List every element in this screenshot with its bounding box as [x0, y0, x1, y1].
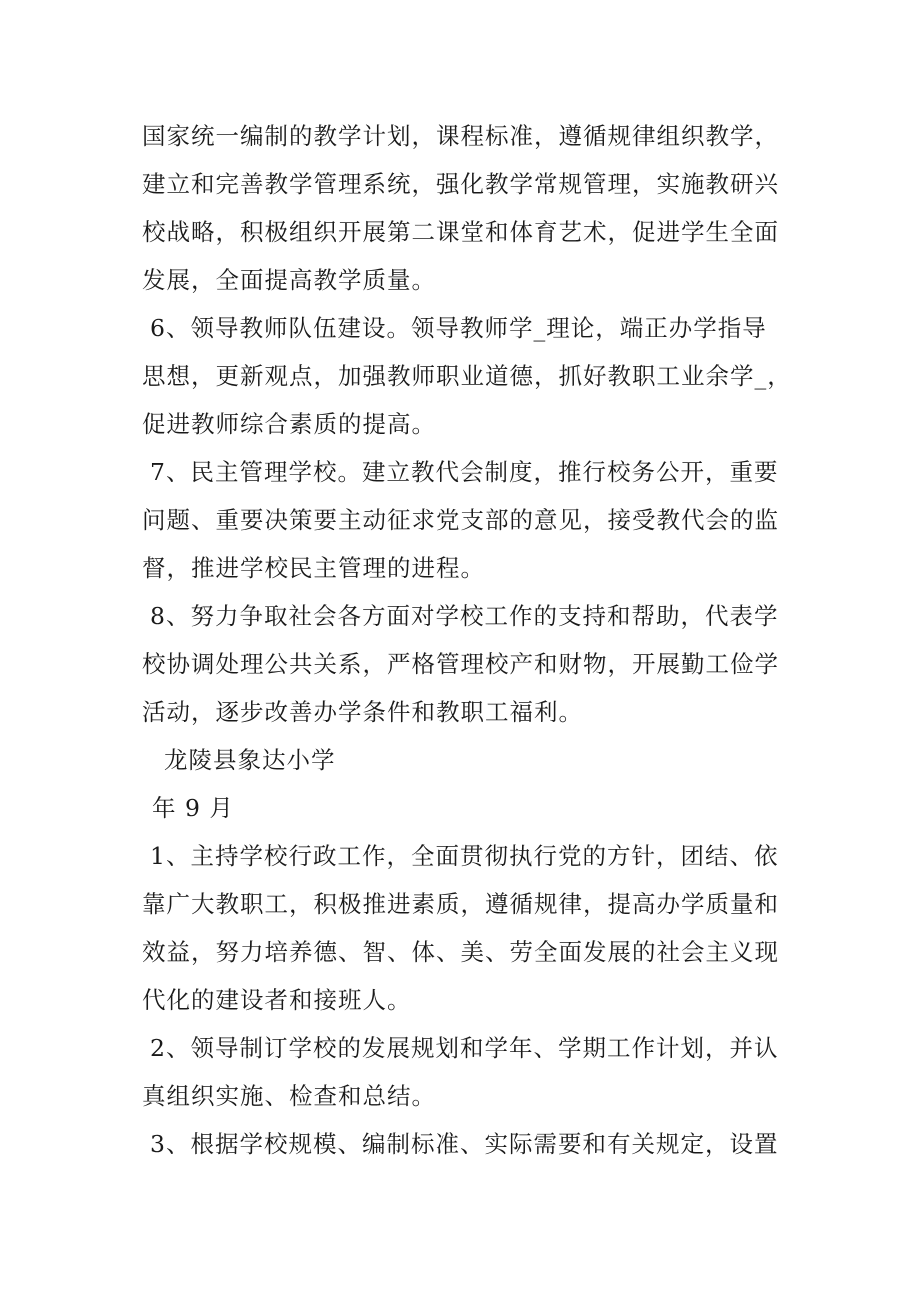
text-line: 促进教师综合素质的提高。 — [142, 410, 436, 438]
text-line: 建立和完善教学管理系统，强化教学常规管理，实施教研兴 — [142, 170, 779, 198]
item-2-line: 2、领导制订学校的发展规划和学年、学期工作计划，并认 — [150, 1034, 779, 1062]
text-line: 督，推进学校民主管理的进程。 — [142, 554, 485, 582]
school-signature: 龙陵县象达小学 — [164, 746, 336, 774]
text-line: 思想，更新观点，加强教师职业道德，抓好教职工业余学_， — [142, 362, 792, 390]
text-line: 活动，逐步改善办学条件和教职工福利。 — [142, 698, 583, 726]
document-date: 年 9 月 — [152, 794, 234, 822]
item-7-line: 7、民主管理学校。建立教代会制度，推行校务公开，重要 — [150, 458, 779, 486]
text-line: 靠广大教职工，积极推进素质，遵循规律，提高办学质量和 — [142, 890, 779, 918]
text-line: 真组织实施、检查和总结。 — [142, 1082, 436, 1110]
text-line: 国家统一编制的教学计划，课程标准，遵循规律组织教学， — [142, 122, 779, 150]
text-line: 校战略，积极组织开展第二课堂和体育艺术，促进学生全面 — [142, 218, 779, 246]
item-6-line: 6、领导教师队伍建设。领导教师学_理论，端正办学指导 — [150, 314, 767, 342]
text-line: 效益，努力培养德、智、体、美、劳全面发展的社会主义现 — [142, 938, 779, 966]
document-body — [142, 112, 802, 1168]
item-1-line: 1、主持学校行政工作，全面贯彻执行党的方针，团结、依 — [150, 842, 779, 870]
item-8-line: 8、努力争取社会各方面对学校工作的支持和帮助，代表学 — [150, 602, 779, 630]
text-line: 校协调处理公共关系，严格管理校产和财物，开展勤工俭学 — [142, 650, 779, 678]
text-line: 发展，全面提高教学质量。 — [142, 266, 436, 294]
text-line: 代化的建设者和接班人。 — [142, 986, 412, 1014]
item-3-line: 3、根据学校规模、编制标准、实际需要和有关规定，设置 — [150, 1130, 779, 1158]
text-line: 问题、重要决策要主动征求党支部的意见，接受教代会的监 — [142, 506, 779, 534]
